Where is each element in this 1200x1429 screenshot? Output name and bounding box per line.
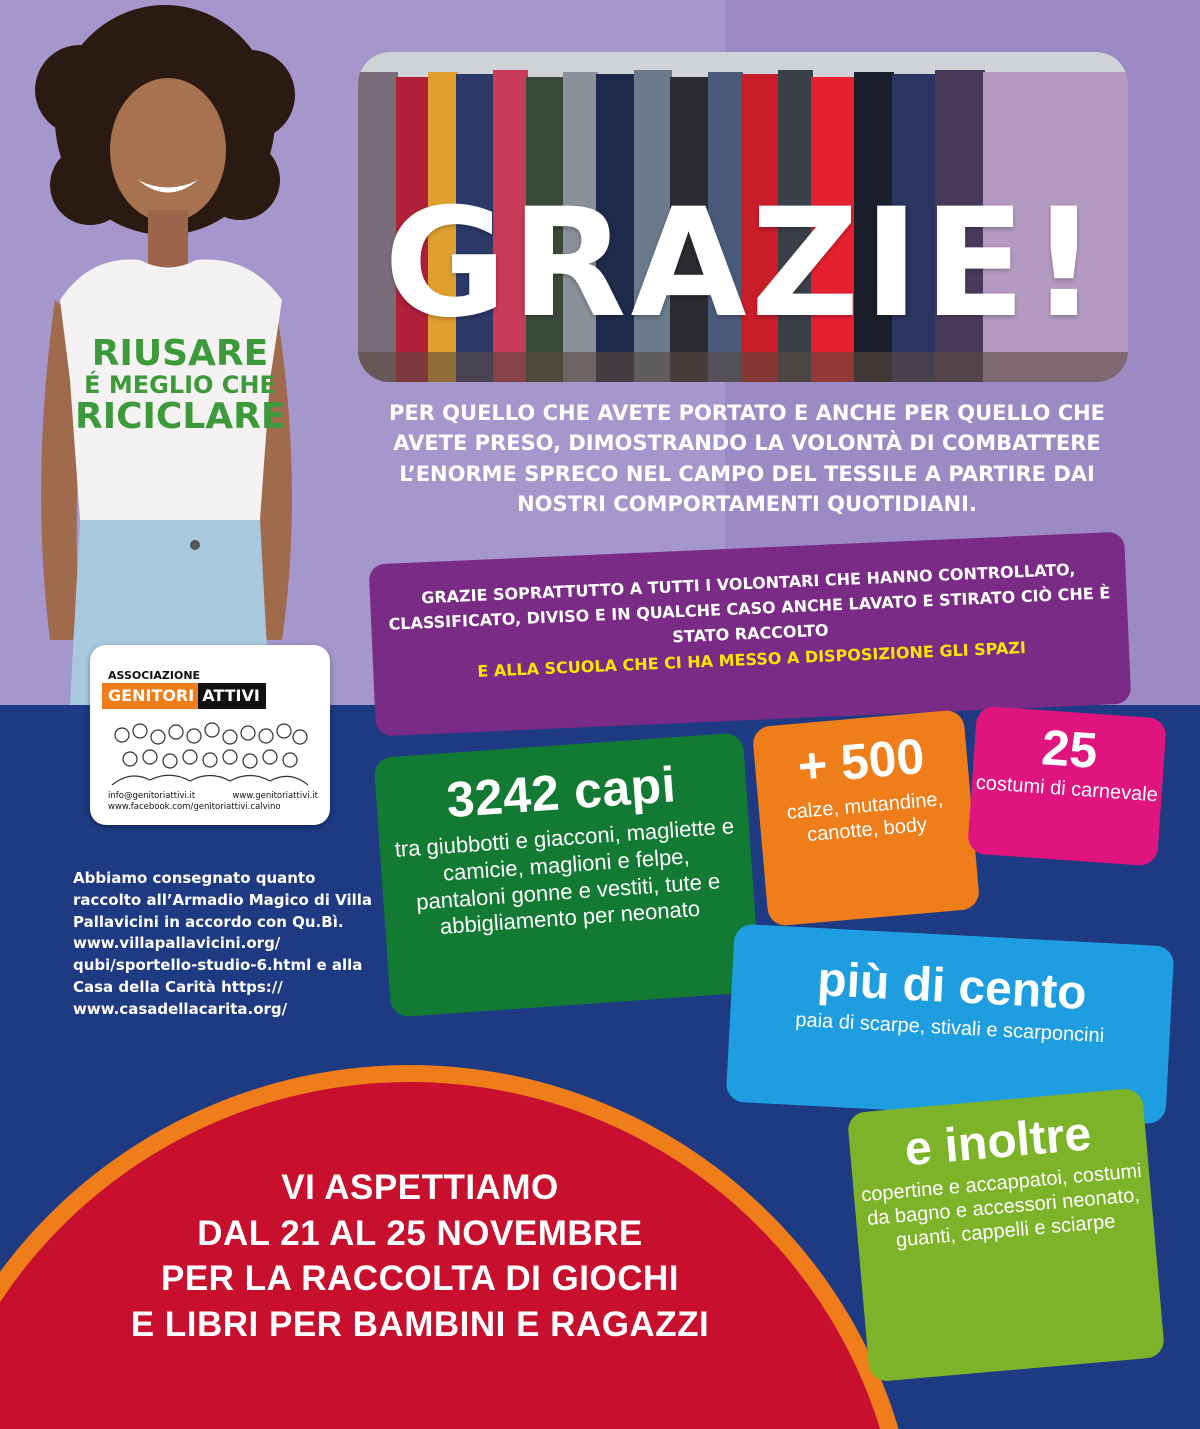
logo-facebook: www.facebook.com/genitoriattivi.calvino — [108, 802, 281, 813]
costumes-stat-box — [967, 706, 1167, 867]
announcement-line-2: DAL 21 AL 25 NOVEMBRE — [197, 1213, 643, 1253]
logo-website: www.genitoriattivi.it — [232, 791, 318, 801]
announcement-line-3: PER LA RACCOLTA DI GIOCHI — [160, 1259, 680, 1298]
more-items-title: e inoltre — [902, 1107, 1094, 1177]
socks-stat-box — [752, 709, 981, 927]
shirt-line-1: RIUSARE — [91, 333, 269, 374]
clothes-rack-photo — [358, 52, 1128, 382]
intro-text: PER QUELLO CHE AVETE PORTATO E ANCHE PER QUELLO CHE AVETE PRESO, DIMOSTRANDO LA VOLONTÀ DI COMBATTERE L’ENORME SPRECO NEL CAMPO DEL TESSILE A PARTIRE DAI NOSTRI COMPORTAMENTI QUOTIDIANI. — [388, 401, 1106, 517]
announcement-line-4: E LIBRI PER BAMBINI E RAGAZZI — [130, 1304, 710, 1344]
logo-genitori: GENITORI — [102, 683, 198, 709]
logo-contacts — [108, 791, 318, 813]
shirt-slogan — [75, 335, 285, 436]
logo-email: info@genitoriattivi.it — [108, 791, 196, 801]
costumes-count: 25 — [1039, 719, 1100, 779]
clothes-count: 3242 capi — [444, 756, 678, 829]
costumes-detail: costumi di carnevale — [975, 771, 1159, 807]
crowd-drawing-icon — [110, 715, 310, 787]
more-items-box — [847, 1088, 1165, 1383]
genitori-attivi-logo-card — [90, 645, 330, 825]
clothes-detail: tra giubbotti e giacconi, magliette e camicie, maglioni e felpe, pantaloni gonne e vestiti, tute e abbigliamento per neonato — [393, 813, 735, 940]
logo-attivi: ATTIVI — [198, 683, 266, 709]
more-items-detail: copertine e accappatoi, costumi da bagno e accessori neonato, guanti, cappelli e sciarpe — [860, 1159, 1143, 1252]
clothes-stat-box — [373, 732, 760, 1017]
delivery-info-text: Abbiamo consegnato quanto raccolto all’Armadio Magico di Villa Pallavicini in accordo con Qu.Bì. www.villapallavicini.org/ qubi/sportello-studio-6.html e alla Casa della Carità https:// www.casadellacarita.org/ — [73, 869, 373, 1018]
shoes-detail: paia di scarpe, stivali e scarponcini — [794, 1008, 1105, 1048]
shirt-line-3: RICICLARE — [75, 395, 286, 437]
announcement-text — [60, 1165, 780, 1347]
shoes-count: più di cento — [816, 953, 1088, 1021]
logo-association-label: ASSOCIAZIONE — [108, 669, 201, 682]
volunteers-text: GRAZIE SOPRATTUTTO A TUTTI I VOLONTARI CHE HANNO CONTROLLATO, CLASSIFICATO, DIVISO E IN QUALCHE CASO ANCHE LAVATO E STIRATO CIÒ CHE È STATO RACCOLTO — [388, 559, 1111, 646]
shirt-line-2: É MEGLIO CHE — [84, 370, 276, 399]
logo-wordmark — [102, 683, 266, 709]
socks-detail: calze, mutandine, canotte, body — [785, 788, 944, 847]
school-thanks-text: E ALLA SCUOLA CHE CI HA MESSO A DISPOSIZIONE GLI SPAZI — [476, 638, 1027, 682]
announcement-line-1: VI ASPETTIAMO — [281, 1168, 559, 1207]
grazie-title: GRAZIE! — [383, 177, 1103, 351]
socks-count: + 500 — [795, 727, 927, 795]
